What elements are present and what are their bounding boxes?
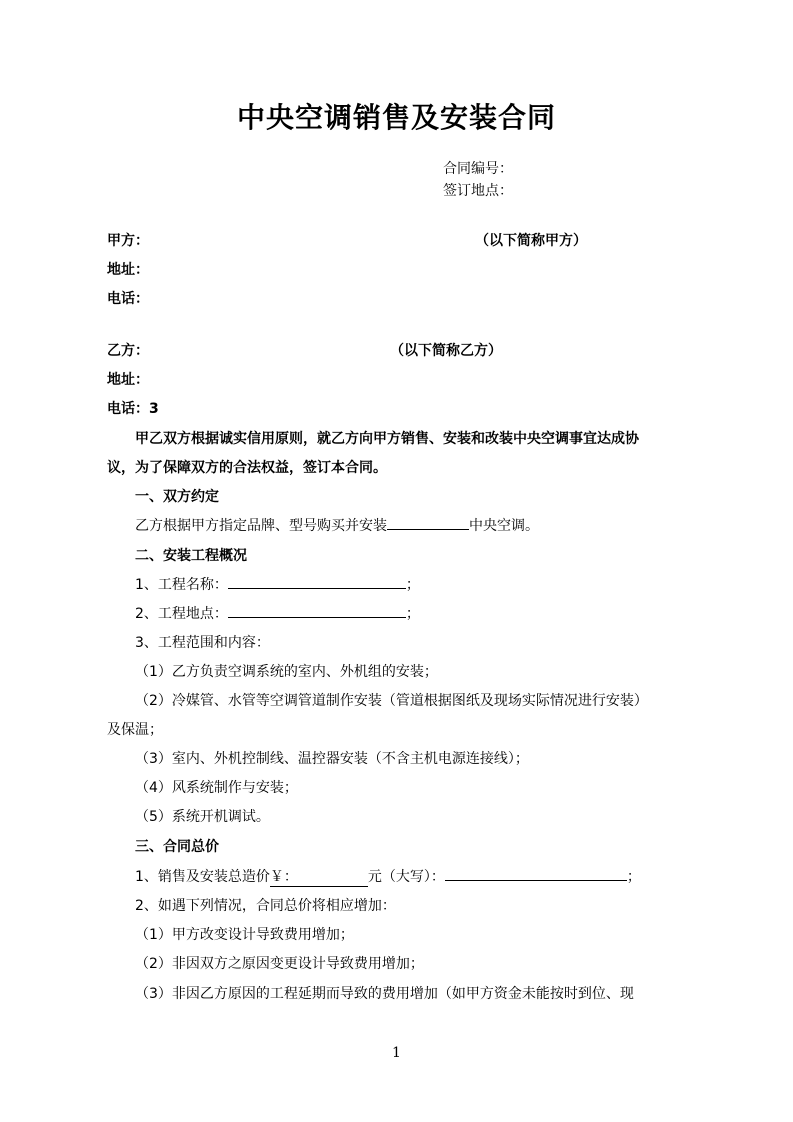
project-name-line (135, 574, 420, 594)
scope-sub-4: （4）风系统制作与安装； (135, 780, 298, 796)
party-b-alias: （以下简称乙方） (390, 343, 502, 359)
brand-model-blank (387, 515, 469, 530)
yen-label: ￥： (269, 869, 298, 885)
party-b-label: 乙方： (107, 343, 149, 359)
section-2-heading: 二、安装工程概况 (135, 548, 247, 564)
total-price-amount-blank (270, 866, 368, 887)
project-location-line (135, 603, 420, 623)
preamble-line-1: 甲乙双方根据诚实信用原则，就乙方向甲方销售、安装和改装中央空调事宜达成协 (135, 431, 639, 447)
price-increase-sub-2: （2）非因双方之原因变更设计导致费用增加； (135, 956, 424, 972)
party-a-alias: （以下简称甲方） (475, 233, 587, 249)
contract-number-label: 合同编号： (443, 161, 513, 177)
total-price-end: ； (626, 869, 641, 885)
party-a-phone-label: 电话： (107, 291, 149, 307)
page-number: 1 (392, 1045, 401, 1061)
scope-sub-1: （1）乙方负责空调系统的室内、外机组的安装； (135, 664, 438, 680)
price-increase-sub-1: （1）甲方改变设计导致费用增加； (135, 927, 354, 943)
section-1-heading: 一、双方约定 (135, 489, 219, 505)
price-increase-sub-3: （3）非因乙方原因的工程延期而导致的费用增加（如甲方资金未能按时到位、现 (135, 986, 634, 1002)
total-price-label: 1、销售及安装总造价 (135, 869, 270, 885)
project-name-blank (228, 574, 406, 589)
party-a-address-label: 地址： (107, 262, 149, 278)
party-b-address-label: 地址： (107, 372, 149, 388)
section-1-text-after: 中央空调。 (469, 518, 539, 534)
project-name-end: ； (405, 577, 420, 593)
document-title: 中央空调销售及安装合同 (236, 101, 556, 134)
preamble-line-2: 议，为了保障双方的合法权益，签订本合同。 (107, 460, 387, 476)
project-location-label: 2、工程地点： (135, 606, 228, 622)
scope-sub-2-line-1: （2）冷媒管、水管等空调管道制作安装（管道根据图纸及现场实际情况进行安装） (135, 693, 648, 709)
section-1-text-before: 乙方根据甲方指定品牌、型号购买并安装 (135, 518, 387, 534)
total-price-line (135, 866, 641, 887)
project-location-end: ； (405, 606, 420, 622)
scope-sub-5: （5）系统开机调试。 (135, 809, 270, 825)
signing-place-label: 签订地点： (443, 183, 513, 199)
scope-sub-3: （3）室内、外机控制线、温控器安装（不含主机电源连接线）； (135, 751, 529, 767)
total-price-words-blank (445, 866, 627, 881)
scope-sub-2-line-2: 及保温； (107, 722, 163, 738)
project-scope-item: 3、工程范围和内容： (135, 635, 270, 651)
project-location-blank (228, 603, 406, 618)
section-3-heading: 三、合同总价 (135, 839, 219, 855)
project-name-label: 1、工程名称： (135, 577, 228, 593)
party-b-phone-label: 电话：3 (107, 401, 159, 417)
total-price-words-label: 元（大写）： (367, 869, 445, 885)
price-increase-item: 2、如遇下列情况，合同总价将相应增加： (135, 898, 396, 914)
section-1-text (135, 515, 539, 535)
party-a-label: 甲方： (107, 233, 149, 249)
